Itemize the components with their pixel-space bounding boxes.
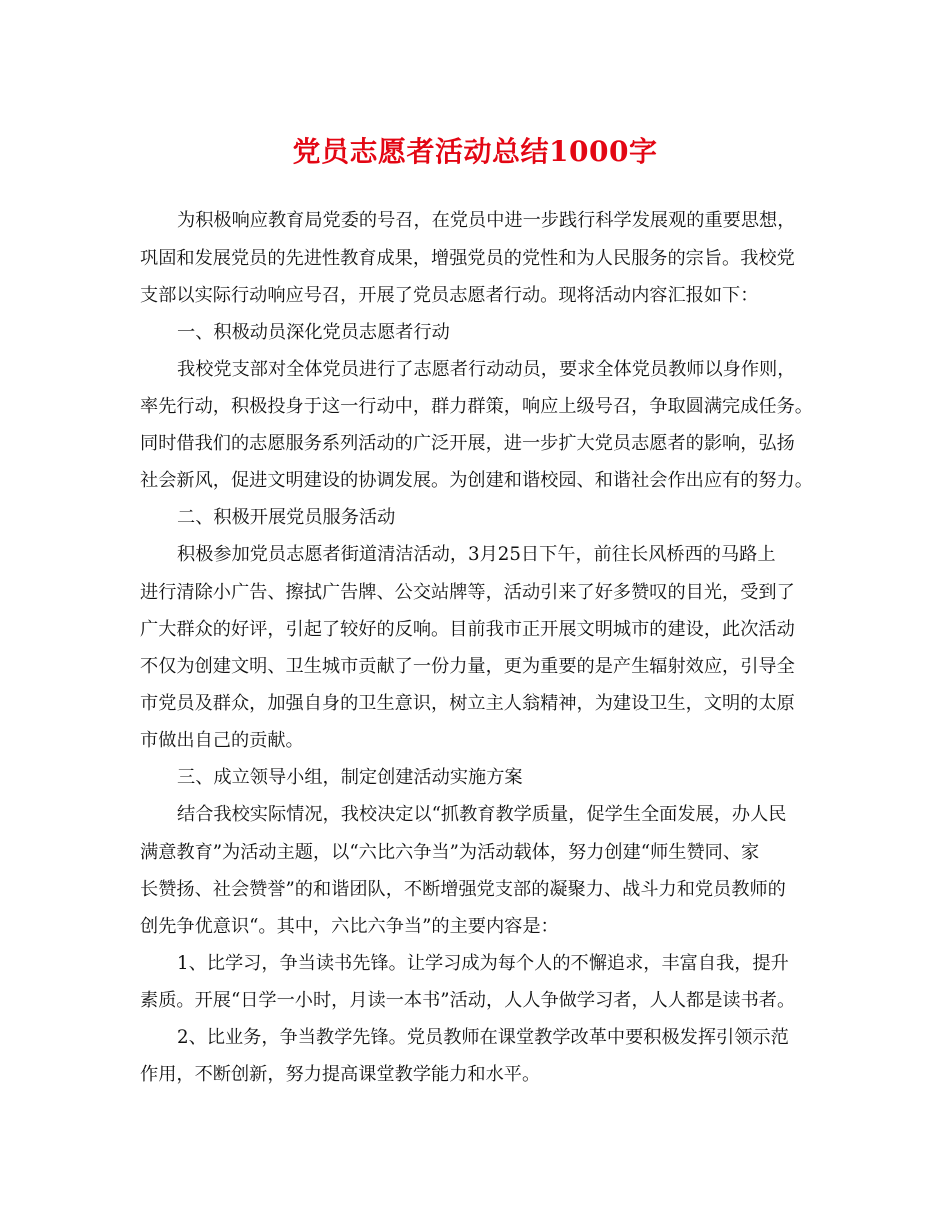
paragraph-line: 社会新风，促进文明建设的协调发展。为创建和谐校园、和谐社会作出应有的努力。 xyxy=(140,470,813,491)
paragraph-line: 结合我校实际情况，我校决定以“抓教育教学质量，促学生全面发展，办人民 xyxy=(177,804,787,825)
paragraph-line: 为积极响应教育局党委的号召，在党员中进一步践行科学发展观的重要思想， xyxy=(177,210,796,231)
section-heading: 一、积极动员深化党员志愿者行动 xyxy=(177,322,450,343)
paragraph-line: 同时借我们的志愿服务系列活动的广泛开展，进一步扩大党员志愿者的影响，弘扬 xyxy=(140,433,795,454)
paragraph-line: 不仅为创建文明、卫生城市贡献了一份力量，更为重要的是产生辐射效应，引导全 xyxy=(140,656,795,677)
section-heading: 二、积极开展党员服务活动 xyxy=(177,507,396,528)
paragraph-line: 巩固和发展党员的先进性教育成果，增强党员的党性和为人民服务的宗旨。我校党 xyxy=(140,248,795,269)
paragraph-line: 市党员及群众，加强自身的卫生意识，树立主人翁精神，为建设卫生，文明的太原 xyxy=(140,693,795,714)
paragraph-line: 率先行动，积极投身于这一行动中，群力群策，响应上级号召，争取圆满完成任务。 xyxy=(140,396,813,417)
list-item-line: 1、比学习，争当读书先锋。让学习成为每个人的不懈追求，丰富自我，提升 xyxy=(177,953,789,974)
paragraph-line: 广大群众的好评，引起了较好的反响。目前我市正开展文明城市的建设，此次活动 xyxy=(140,619,795,640)
paragraph-line: 满意教育”为活动主题，以“六比六争当”为活动载体，努力创建“师生赞同、家 xyxy=(140,842,760,863)
paragraph-line: 我校党支部对全体党员进行了志愿者行动动员，要求全体党员教师以身作则， xyxy=(177,359,796,380)
section-heading: 三、成立领导小组，制定创建活动实施方案 xyxy=(177,767,523,788)
list-item-line: 素质。开展“日学一小时，月读一本书”活动，人人争做学习者，人人都是读书者。 xyxy=(140,990,796,1011)
paragraph-line: 积极参加党员志愿者街道清洁活动，3月25日下午，前往长风桥西的马路上 xyxy=(177,544,776,565)
paragraph-line: 市做出自己的贡献。 xyxy=(140,730,304,751)
paragraph-line: 长赞扬、社会赞誉”的和谐团队，不断增强党支部的凝聚力、战斗力和党员教师的 xyxy=(140,879,786,900)
paragraph-line: 创先争优意识“。其中，六比六争当”的主要内容是： xyxy=(140,916,559,937)
paragraph-line: 支部以实际行动响应号召，开展了党员志愿者行动。现将活动内容汇报如下： xyxy=(140,285,759,306)
paragraph-line: 进行清除小广告、擦拭广告牌、公交站牌等，活动引来了好多赞叹的目光，受到了 xyxy=(140,582,795,603)
list-item-line: 2、比业务，争当教学先锋。党员教师在课堂教学改革中要积极发挥引领示范 xyxy=(177,1027,789,1048)
list-item-line: 作用，不断创新，努力提高课堂教学能力和水平。 xyxy=(140,1064,541,1085)
document-title: 党员志愿者活动总结1000字 xyxy=(292,135,658,168)
